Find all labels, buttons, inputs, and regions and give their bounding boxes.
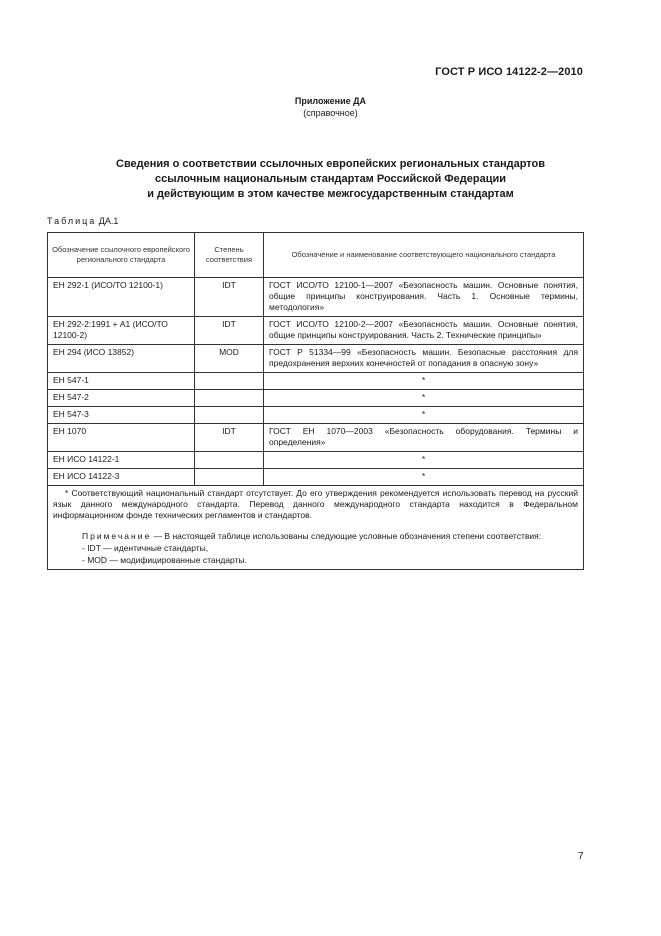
- cell-reference: ЕН 547-2: [48, 390, 195, 407]
- cell-national: ГОСТ ИСО/ТО 12100-1—2007 «Безопасность машин. Основные понятия, общие принципы конструирования. Часть 1. Основные термины, методология»: [264, 278, 584, 317]
- table-row: [48, 373, 584, 390]
- cell-national: *: [264, 452, 584, 469]
- cell-reference: ЕН 294 (ИСО 13852): [48, 345, 195, 373]
- table-caption-number: ДА.1: [96, 216, 119, 226]
- section-title-line: ссылочным национальным стандартам Российской Федерации: [154, 173, 507, 185]
- cell-reference: ЕН 547-3: [48, 407, 195, 424]
- table-row: [48, 345, 584, 373]
- cell-degree: IDT: [195, 317, 264, 345]
- cell-reference: ЕН ИСО 14122-3: [48, 469, 195, 486]
- cell-national: *: [264, 407, 584, 424]
- column-header-degree: Степень соответствия: [195, 233, 264, 278]
- cell-national: *: [264, 469, 584, 486]
- cell-degree: [195, 407, 264, 424]
- table-row: [48, 424, 584, 452]
- cell-degree: [195, 390, 264, 407]
- cell-national: ГОСТ ЕН 1070—2003 «Безопасность оборудования. Термины и определения»: [264, 424, 584, 452]
- cell-national: ГОСТ ИСО/ТО 12100-2—2007 «Безопасность машин. Основные понятия, общие принципы конструирования. Часть 2. Технические принципы»: [264, 317, 584, 345]
- appendix-heading: [0, 95, 661, 119]
- table-footer-row: [48, 486, 584, 570]
- document-designation: ГОСТ Р ИСО 14122-2—2010: [435, 66, 583, 78]
- table-row: [48, 452, 584, 469]
- footnote: * Соответствующий национальный стандарт отсутствует. До его утверждения рекомендуется использовать перевод на русский язык данного международного стандарта. Перевод данного международного стандарта находится в Федеральном информационном фонде технических регламентов и стандартов.: [53, 488, 578, 520]
- cell-degree: [195, 452, 264, 469]
- section-title-line: Сведения о соответствии ссылочных европейских региональных стандартов: [116, 158, 545, 170]
- table-caption-word: Таблица: [47, 216, 97, 226]
- table-row: [48, 278, 584, 317]
- page-number: 7: [578, 851, 584, 862]
- note-item: - MOD — модифицированные стандарты.: [82, 555, 247, 565]
- table-row: [48, 390, 584, 407]
- table-footer: [48, 486, 584, 570]
- table-caption: [47, 216, 118, 226]
- correspondence-table: [47, 232, 584, 570]
- table-row: [48, 407, 584, 424]
- cell-degree: [195, 373, 264, 390]
- cell-reference: ЕН ИСО 14122-1: [48, 452, 195, 469]
- section-title-line: и действующим в этом качестве межгосударственным стандартам: [147, 188, 514, 200]
- column-header-national: Обозначение и наименование соответствующего национального стандарта: [264, 233, 584, 278]
- note-item: - IDT — идентичные стандарты,: [82, 543, 209, 553]
- note-label: Примечание: [82, 531, 152, 541]
- cell-degree: MOD: [195, 345, 264, 373]
- note-text: — В настоящей таблице использованы следующие условные обозначения степени соответствия:: [151, 531, 542, 541]
- cell-reference: ЕН 1070: [48, 424, 195, 452]
- note: [53, 531, 578, 542]
- cell-national: *: [264, 390, 584, 407]
- appendix-subtitle: (справочное): [303, 108, 358, 118]
- cell-reference: ЕН 292-1 (ИСО/ТО 12100-1): [48, 278, 195, 317]
- cell-national: *: [264, 373, 584, 390]
- cell-degree: IDT: [195, 278, 264, 317]
- table-row: [48, 317, 584, 345]
- cell-national: ГОСТ Р 51334—99 «Безопасность машин. Безопасные расстояния для предохранения верхних конечностей от попадания в опасную зону»: [264, 345, 584, 373]
- table-header-row: [48, 233, 584, 278]
- cell-reference: ЕН 292-2:1991 + А1 (ИСО/ТО 12100-2): [48, 317, 195, 345]
- section-title: [60, 157, 601, 202]
- table-row: [48, 469, 584, 486]
- cell-degree: [195, 469, 264, 486]
- cell-reference: ЕН 547-1: [48, 373, 195, 390]
- appendix-title: Приложение ДА: [294, 96, 367, 106]
- column-header-reference: Обозначение ссылочного европейского регионального стандарта: [48, 233, 195, 278]
- cell-degree: IDT: [195, 424, 264, 452]
